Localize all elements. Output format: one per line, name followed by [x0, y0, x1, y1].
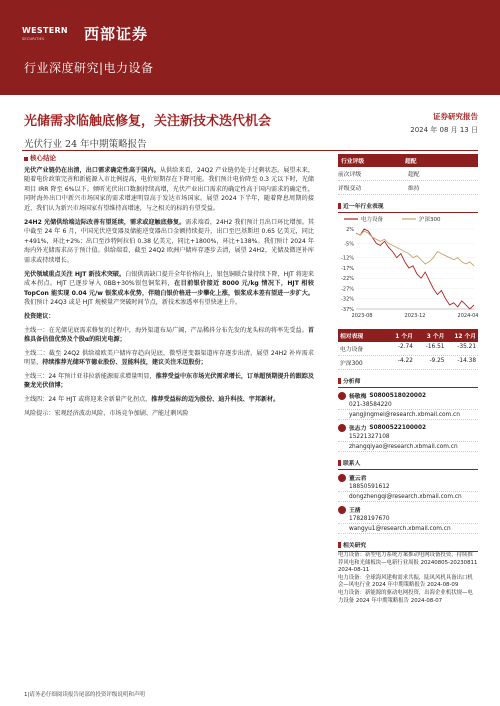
related-list [338, 552, 478, 605]
invest-list [24, 326, 314, 405]
invest-item: 主线二：截至 24Q2 供给端欧美户储库存趋向见底，微型逆变器渠道库存逐步出清，展望 24H2 补库需求明显，持续推荐光储环节德业股份、昱能科技，建议关注禾迈股份； [24, 349, 314, 367]
body-paragraph: 光伏领域重点关注 HJT 新技术突破。白银供需缺口提升全年价格向上，银包铜联合量持续下降，HJT 将迎来成本拐点。HJT 已逐步导入 0BB+30%银包铜浆料，在目前银价接近 8000 元/kg 情况下，HJT 相较 TopCon 能实现 0.04 元/w 银浆成本优势，伴随白银价格进一步攀化上涨，银浆成本差有望进一步扩大。我们预计 24Q3 或是 HJT 规模量产突破时间节点，新技术渗透率有望快速上升。 [24, 270, 314, 307]
y-tick-label: -27% [341, 286, 354, 293]
related-item[interactable]: 电力设备：新型电力系统方案推动电网设备投资，持续推荐风电和光储板块—电新行业周报 20240805-20230811 2024-08-11 [338, 552, 478, 574]
invest-item: 主线四：24 年 HJT 或将迎来全新量产化拐点，推荐受益标的迈为股份、迪升科技、宇邦新材。 [24, 396, 280, 404]
analyst-name: 张志力 S0800522100002 [338, 423, 478, 432]
analyst-phone: 15221327108 [338, 432, 478, 442]
rating-header: 行业评级 超配 [338, 154, 478, 167]
logo-text-sub: SECURITIES [22, 37, 45, 41]
person-icon [338, 392, 346, 400]
rating-row: 前次评级 超配 [338, 167, 478, 181]
header-divider [22, 150, 478, 151]
chart-title: 近一年行业表现 [338, 201, 478, 213]
related-item[interactable]: 电力设备：全球海风建构需求共振，陆风风机具备出口机会—风电行业 2024 年中期策略报告 2024-08-09 [338, 574, 473, 589]
analyst-email[interactable]: yangjingmei@research.xbmail.com.cn [338, 410, 478, 420]
series-line [356, 229, 474, 309]
y-tick-label: -17% [341, 265, 354, 272]
body-paragraphs [24, 166, 314, 308]
x-tick-label: 2023-12 [404, 313, 426, 319]
side-column [338, 154, 478, 605]
x-tick-label: 2023-08 [351, 313, 373, 319]
company-logo [22, 22, 148, 44]
y-tick-label: -22% [341, 276, 354, 283]
y-tick-label: -32% [341, 296, 354, 303]
contact-email[interactable]: wangyu1@research.xbmail.com.cn [338, 524, 478, 534]
performance-chart [338, 213, 478, 323]
analyst-block [338, 391, 478, 452]
y-tick-label: 2% [346, 227, 354, 233]
report-type-label: 证券研究报告 [433, 112, 478, 121]
invest-item: 主线三：24 年预计亚非拉新能源需求增量明显，推荐受益中东市场光伏需求增长，订单超预期提升的跟踪及聚龙光伏信博； [24, 372, 315, 390]
perf-table-header: 相对表现 1 个月 3 个月 12 个月 [338, 329, 478, 342]
performance-chart-svg [338, 213, 478, 323]
y-tick-label: -37% [341, 307, 354, 313]
related-item[interactable]: 电力设备：新能源的驱动电网投资，出海企业机状规—电力设备 2024 年中期策略报告 2024-08-07 [338, 589, 473, 604]
legend-label: 沪深300 [419, 217, 441, 223]
invest-heading: 投资建议： [24, 312, 55, 320]
y-tick-label: -5% [344, 241, 354, 248]
report-date: 2024 年 08 月 13 日 [410, 126, 478, 134]
logo-text-cn: 西部证券 [84, 24, 149, 43]
y-tick-label: -12% [341, 255, 354, 262]
header-banner [0, 0, 500, 95]
report-category: 行业深度研究|电力设备 [24, 61, 154, 75]
contact-block [338, 473, 478, 534]
rating-row: 评级变动 维持 [338, 181, 478, 195]
analyst-email[interactable]: zhangqiyao@research.xbmail.com.cn [338, 442, 478, 452]
contact-phone: 18850591612 [338, 482, 478, 492]
contact-title: 联系人 [338, 458, 478, 470]
x-tick-label: 2024-04 [457, 313, 478, 319]
perf-table-row: 电力设备 -2.74 -16.51 -35.21 [338, 342, 478, 356]
analyst-title: 分析师 [338, 376, 478, 388]
body-paragraph: 光伏产业链仍在出清，出口需求确定性高于国内。从供给来看，24Q2 产业链仍处于过剩状态。展望未来，随着电价政策完善和新能源入市比例提高，电价短期存在下降可能。我们预计电价降至 0.3 元以下时，光储项目 IRR 降至 6%以下。倾听光伏出口数据持续高增，光伏产业出口需求的确定性高于国内需求的确定性，同时海外出口中新兴市场国家的需求增速明显高于发达市场国家。展望 2024 下半年，随着降息周期的接近，我们认为新兴市场国家有望维持高增速，与之相关的标的有望受益。 [24, 166, 314, 212]
invest-item: 主线一：在光储见底需求修复的过程中，海外渠道布局广阔，产品稀抖分布先发的龙头标的将率先受益。首推具备估值优势及个股α的阳光电源； [24, 326, 314, 344]
logo-text-en: WESTERN [22, 26, 68, 35]
contact-email[interactable]: dongzhengqi@research.xbmail.com.cn [338, 492, 478, 502]
person-icon [338, 506, 346, 514]
report-title: 光储需求临触底修复，关注新技术迭代机会 [24, 114, 272, 129]
perf-table-row: 沪深300 -4.22 -9.25 -14.38 [338, 356, 478, 370]
main-column [24, 154, 314, 422]
page-footer: 1|请务必仔细阅读报告尾部的投资评级说明和声明 [24, 692, 145, 698]
contact-name: 王凿 [338, 505, 478, 514]
person-icon [338, 424, 346, 432]
person-icon [338, 474, 346, 482]
report-subtitle: 光伏行业 24 年中期策略报告 [24, 139, 147, 150]
body-paragraph: 24H2 光储供给端边际改善有望延续，需求或迎触底修复。需求端看，24H2 我们预计且出口环比增加。其中截至 24 年 6 月，中国光伏逆变器及储能逆变器出口金额持续提升，出口至巴基斯坦 0.65 亿美元，同比+491%，环比+2%；出口至沙特阿拉伯 0.38 亿美元，同比+1800%，环比+138%。我们预计 2024 年海内外光储需求高于预计值。供给端看，截至 24Q2 欧洲户储库存逐步去清，展望 24H2，光储及微逆补库需求或持续增长。 [24, 218, 314, 264]
analyst-phone: 021-38584220 [338, 400, 478, 410]
risk-note: 风险提示：宏观经济波动风险、市场竞争加剧、产能过剩风险 [24, 409, 189, 417]
series-line [356, 231, 474, 266]
contact-name: 董云君 [338, 473, 478, 482]
contact-phone: 17828197670 [338, 514, 478, 524]
section-heading: 核心结论 [24, 154, 314, 164]
related-title: 相关研究 [338, 540, 478, 552]
analyst-name: 杨敬梅 S0800518020002 [338, 391, 478, 400]
bullet-icon [24, 157, 28, 161]
legend-label: 电力设备 [361, 217, 384, 223]
